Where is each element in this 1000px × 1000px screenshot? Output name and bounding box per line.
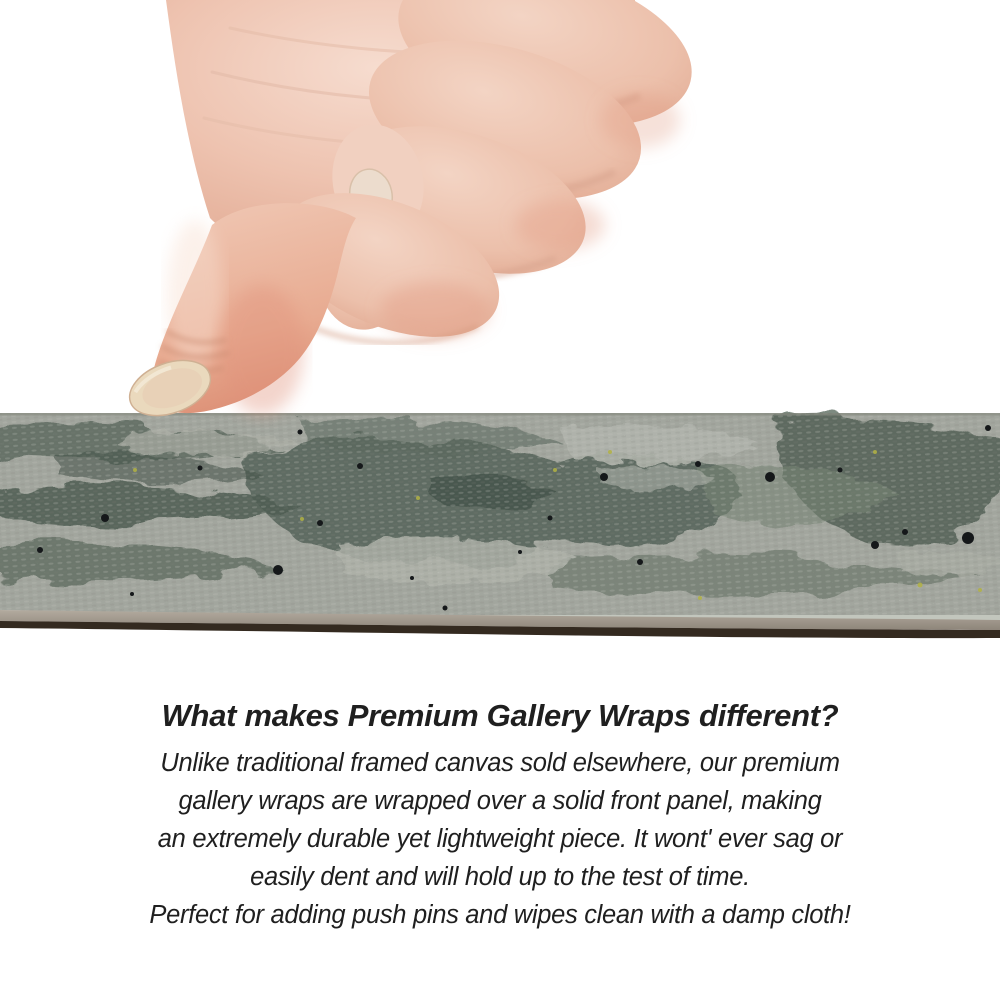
info-line-2: gallery wraps are wrapped over a solid front panel, making: [178, 787, 822, 815]
info-line-4: easily dent and will hold up to the test of time.: [250, 863, 750, 891]
thumb: [122, 203, 356, 426]
hand-thumbs-down: [122, 0, 709, 426]
info-line-1: Unlike traditional framed canvas sold elsewhere, our premium: [160, 749, 840, 777]
thumb-blush: [220, 285, 304, 415]
info-section: [0, 698, 1000, 934]
info-heading: What makes Premium Gallery Wraps different?: [161, 698, 839, 733]
thumb-highlight: [167, 220, 223, 370]
info-line-3: an extremely durable yet lightweight piece. It wont' ever sag or: [157, 825, 843, 853]
canvas-edge-strip: [0, 413, 1000, 638]
info-line-5: Perfect for adding push pins and wipes clean with a damp cloth!: [149, 901, 851, 929]
canvas-grain: [0, 413, 1000, 615]
